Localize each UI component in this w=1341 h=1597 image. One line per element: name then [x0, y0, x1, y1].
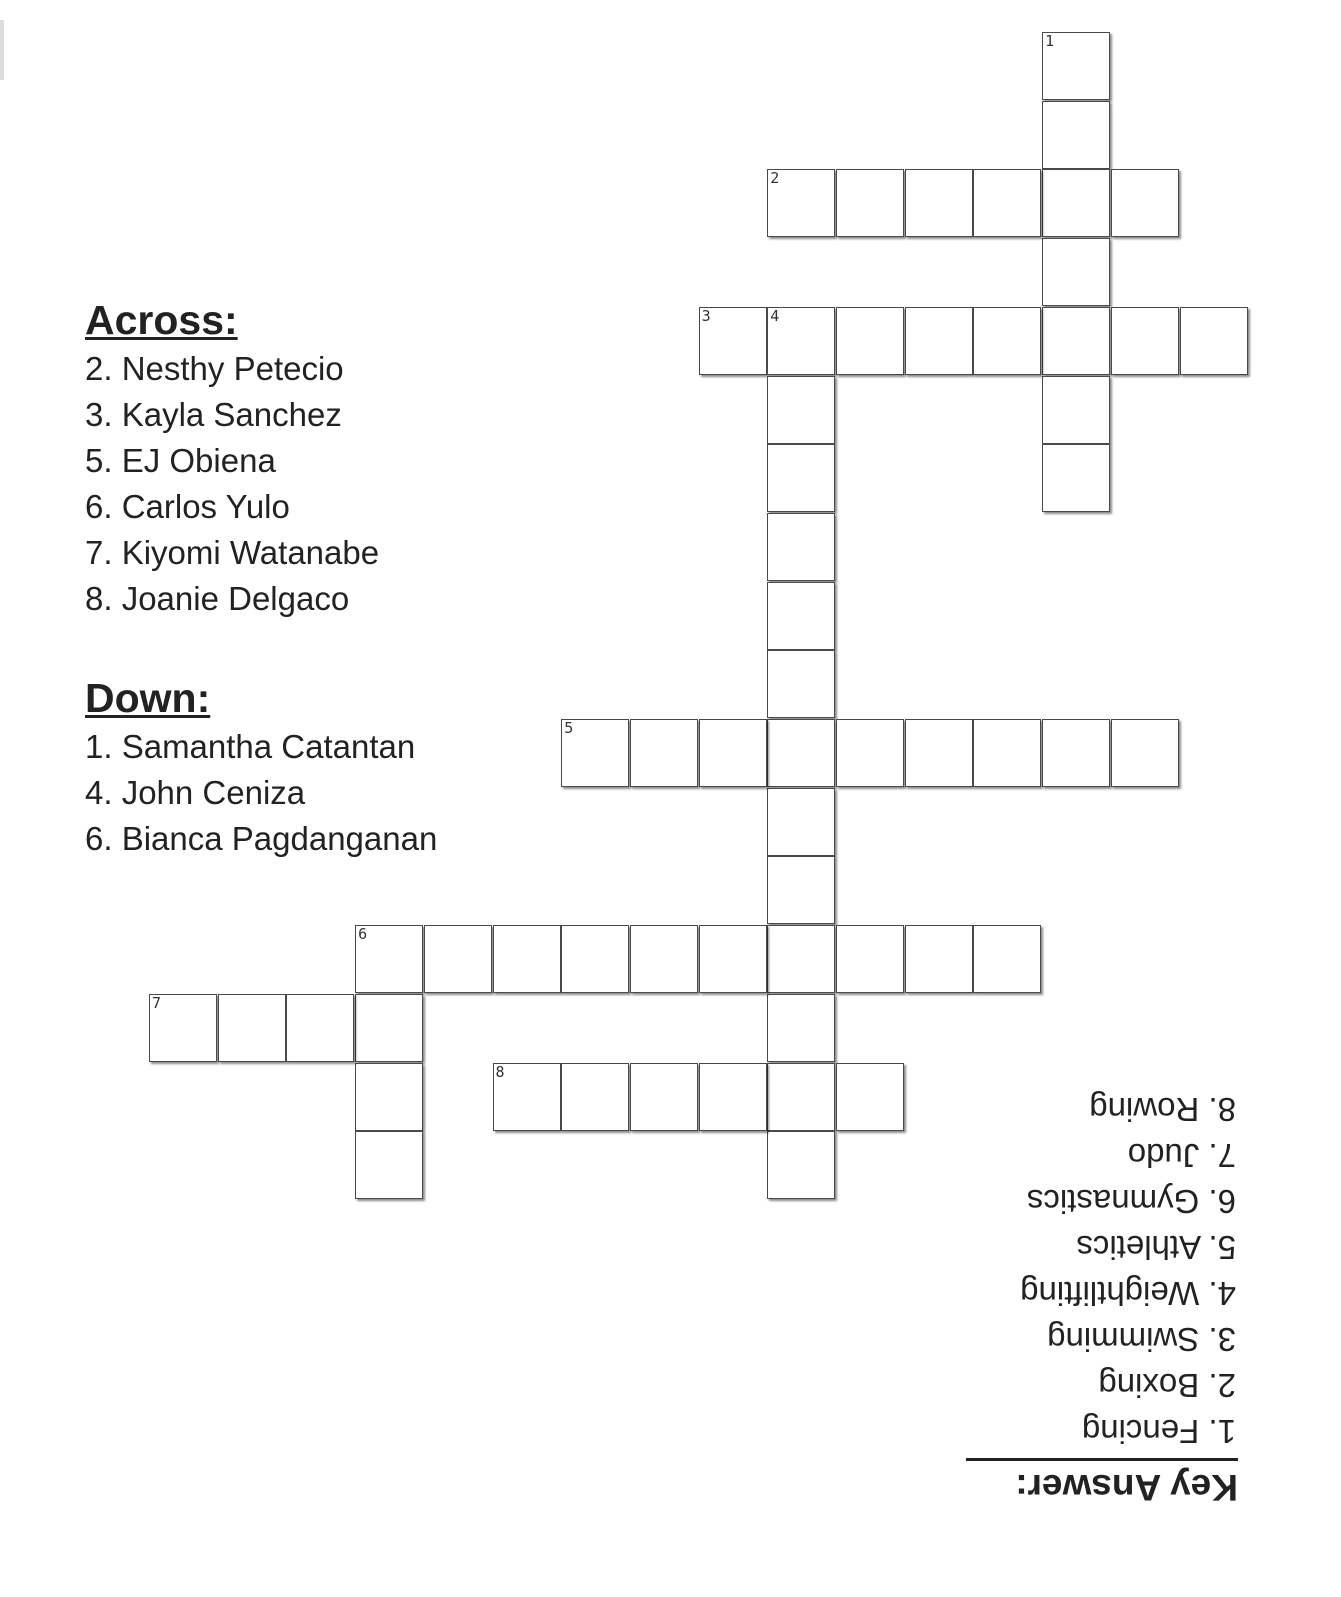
key-answer-item: 7. Judo [1127, 1137, 1236, 1174]
crossword-cell[interactable] [905, 925, 973, 993]
crossword-cell[interactable] [1111, 307, 1179, 375]
across-clue: 7. Kiyomi Watanabe [85, 534, 380, 571]
crossword-cell[interactable] [355, 1063, 423, 1131]
key-answer-item: 5. Athletics [1076, 1229, 1236, 1266]
crossword-cell[interactable] [1042, 238, 1110, 306]
clue-number: 6 [358, 925, 368, 944]
key-answer-heading: Key Answer: [966, 1458, 1238, 1509]
crossword-cell[interactable] [767, 650, 835, 718]
crossword-cell[interactable] [836, 719, 904, 787]
across-clues [85, 298, 379, 622]
crossword-cell[interactable] [836, 925, 904, 993]
crossword-cell[interactable] [973, 307, 1041, 375]
crossword-cell[interactable] [561, 719, 629, 787]
down-heading: Down: [85, 675, 211, 721]
key-answer-item: 4. Weightlifting [1020, 1275, 1236, 1312]
key-answer-item: 2. Boxing [1098, 1367, 1236, 1404]
crossword-cell[interactable] [1042, 307, 1110, 375]
crossword-cell[interactable] [1042, 444, 1110, 512]
crossword-cell[interactable] [149, 994, 217, 1062]
crossword-cell[interactable] [905, 719, 973, 787]
down-clues [85, 676, 437, 862]
crossword-cell[interactable] [905, 169, 973, 237]
across-clue: 6. Carlos Yulo [85, 488, 290, 525]
crossword-cell[interactable] [561, 925, 629, 993]
crossword-cell[interactable] [767, 376, 835, 444]
crossword-cell[interactable] [1042, 32, 1110, 100]
clue-number: 8 [495, 1062, 505, 1081]
clue-number: 2 [770, 169, 780, 188]
crossword-cell[interactable] [973, 719, 1041, 787]
crossword-cell[interactable] [1042, 376, 1110, 444]
crossword-cell[interactable] [767, 444, 835, 512]
crossword-cell[interactable] [355, 994, 423, 1062]
key-answer-item: 3. Swimming [1047, 1321, 1236, 1358]
crossword-cell[interactable] [286, 994, 354, 1062]
crossword-cell[interactable] [630, 925, 698, 993]
clue-number: 3 [701, 306, 711, 325]
crossword-cell[interactable] [905, 307, 973, 375]
crossword-cell[interactable] [767, 1131, 835, 1199]
crossword-cell[interactable] [699, 925, 767, 993]
crossword-cell[interactable] [493, 1063, 561, 1131]
crossword-cell[interactable] [1180, 307, 1248, 375]
crossword-cell[interactable] [1042, 169, 1110, 237]
down-clue: 6. Bianca Pagdanganan [85, 820, 438, 857]
across-clue: 8. Joanie Delgaco [85, 580, 350, 617]
crossword-cell[interactable] [630, 719, 698, 787]
crossword-cell[interactable] [767, 994, 835, 1062]
crossword-cell[interactable] [973, 169, 1041, 237]
crossword-cell[interactable] [767, 925, 835, 993]
across-clue: 5. EJ Obiena [85, 442, 276, 479]
down-clue: 1. Samantha Catantan [85, 728, 416, 765]
crossword-cell[interactable] [767, 307, 835, 375]
clue-number: 7 [152, 993, 162, 1012]
crossword-cell[interactable] [767, 169, 835, 237]
key-answer-upside-down [966, 1086, 1238, 1509]
crossword-cell[interactable] [836, 307, 904, 375]
clue-number: 1 [1045, 32, 1055, 50]
clue-number: 5 [564, 719, 574, 737]
crossword-cell[interactable] [1111, 719, 1179, 787]
crossword-cell[interactable] [218, 994, 286, 1062]
crossword-cell[interactable] [767, 513, 835, 581]
crossword-cell[interactable] [699, 307, 767, 375]
crossword-cell[interactable] [699, 719, 767, 787]
crossword-cell[interactable] [836, 1063, 904, 1131]
crossword-cell[interactable] [355, 925, 423, 993]
crossword-cell[interactable] [1042, 719, 1110, 787]
clue-number: 4 [770, 306, 780, 325]
crossword-cell[interactable] [973, 925, 1041, 993]
down-clue: 4. John Ceniza [85, 774, 306, 811]
crossword-cell[interactable] [767, 856, 835, 924]
crossword-cell[interactable] [493, 925, 561, 993]
crossword-cell[interactable] [767, 582, 835, 650]
across-clue: 3. Kayla Sanchez [85, 396, 342, 433]
crossword-cell[interactable] [1111, 169, 1179, 237]
crossword-cell[interactable] [630, 1063, 698, 1131]
crossword-cell[interactable] [355, 1131, 423, 1199]
crossword-cell[interactable] [1042, 101, 1110, 169]
key-answer-item: 8. Rowing [1089, 1091, 1236, 1128]
crossword-cell[interactable] [767, 1063, 835, 1131]
across-clue: 2. Nesthy Petecio [85, 350, 344, 387]
key-answer-item: 1. Fencing [1081, 1413, 1236, 1450]
key-answer-item: 6. Gymnastics [1026, 1183, 1236, 1220]
crossword-cell[interactable] [836, 169, 904, 237]
across-heading: Across: [85, 297, 238, 343]
crossword-cell[interactable] [561, 1063, 629, 1131]
crossword-cell[interactable] [699, 1063, 767, 1131]
crossword-cell[interactable] [424, 925, 492, 993]
crossword-cell[interactable] [767, 788, 835, 856]
crossword-cell[interactable] [767, 719, 835, 787]
